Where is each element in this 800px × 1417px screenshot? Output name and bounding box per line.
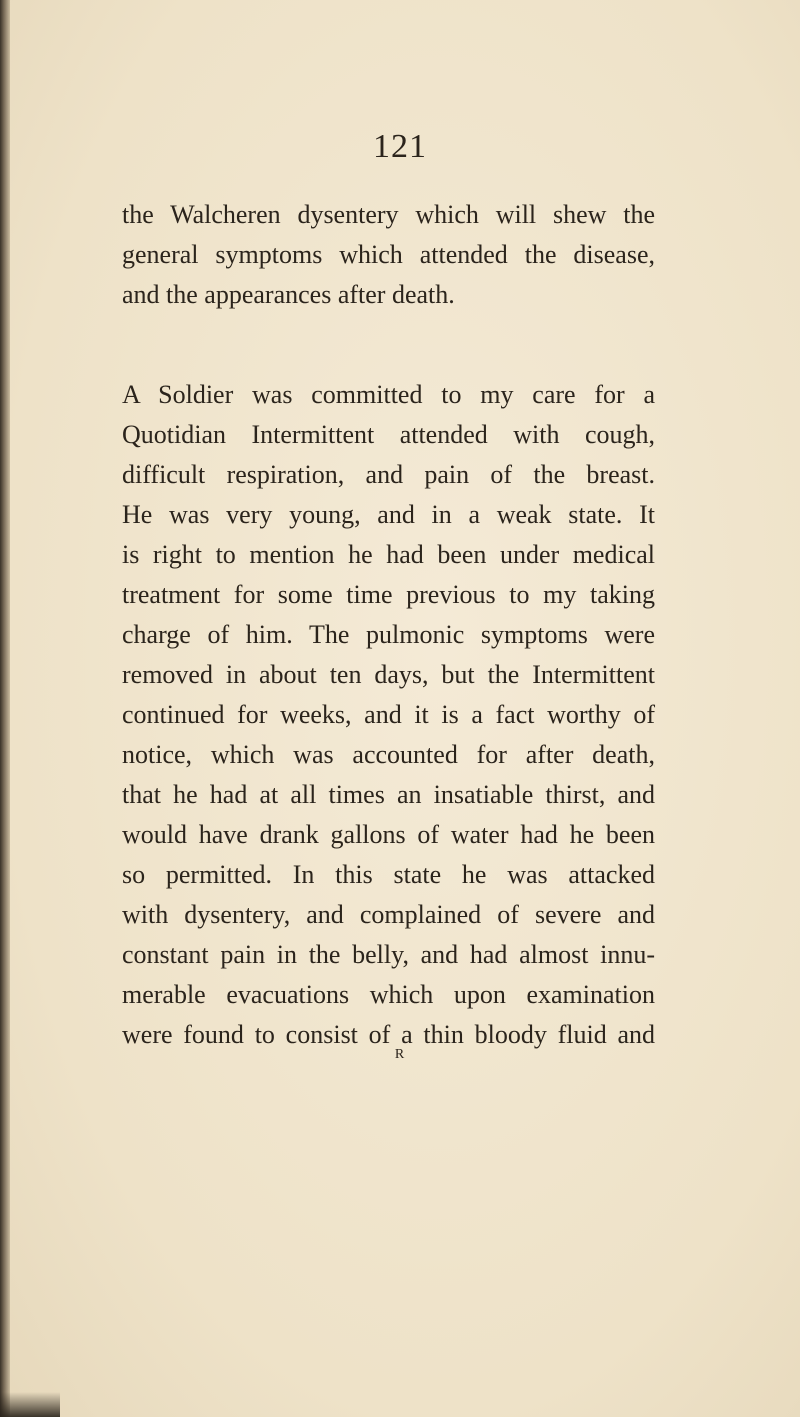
text-line: that he had at all times an insatiable thirst, and [122,780,655,809]
text-line: removed in about ten days, but the Intermittent [122,660,655,689]
text-line: difficult respiration, and pain of the breast. [122,460,655,489]
text-line: were found to consist of a thin bloody fluid and [122,1020,655,1049]
text-line: continued for weeks, and it is a fact worthy of [122,700,655,729]
text-line: charge of him. The pulmonic symptoms were [122,620,655,649]
paragraph-1 [122,195,655,315]
text-line: treatment for some time previous to my taking [122,580,655,609]
text-line: would have drank gallons of water had he been [122,820,655,849]
text-line: the Walcheren dysentery which will shew the [122,200,655,229]
text-line: A Soldier was committed to my care for a [122,380,655,409]
text-line: Quotidian Intermittent attended with cough, [122,420,655,449]
text-line: is right to mention he had been under medical [122,540,655,569]
text-line: constant pain in the belly, and had almost innu- [122,940,655,969]
page-corner-shadow [0,1392,60,1417]
paragraph-spacer [122,315,655,375]
text-line: notice, which was accounted for after death, [122,740,655,769]
text-line: He was very young, and in a weak state. It [122,500,655,529]
signature-mark: R [394,1047,406,1062]
text-line: merable evacuations which upon examination [122,980,655,1009]
text-line: general symptoms which attended the disease, [122,240,655,269]
text-line: and the appearances after death. [122,280,455,309]
binding-edge [0,0,10,1417]
text-line: so permitted. In this state he was attacked [122,860,655,889]
page-number: 121 [373,128,427,165]
body-text [122,195,655,1055]
paragraph-2 [122,375,655,1055]
text-line: with dysentery, and complained of severe and [122,900,655,929]
